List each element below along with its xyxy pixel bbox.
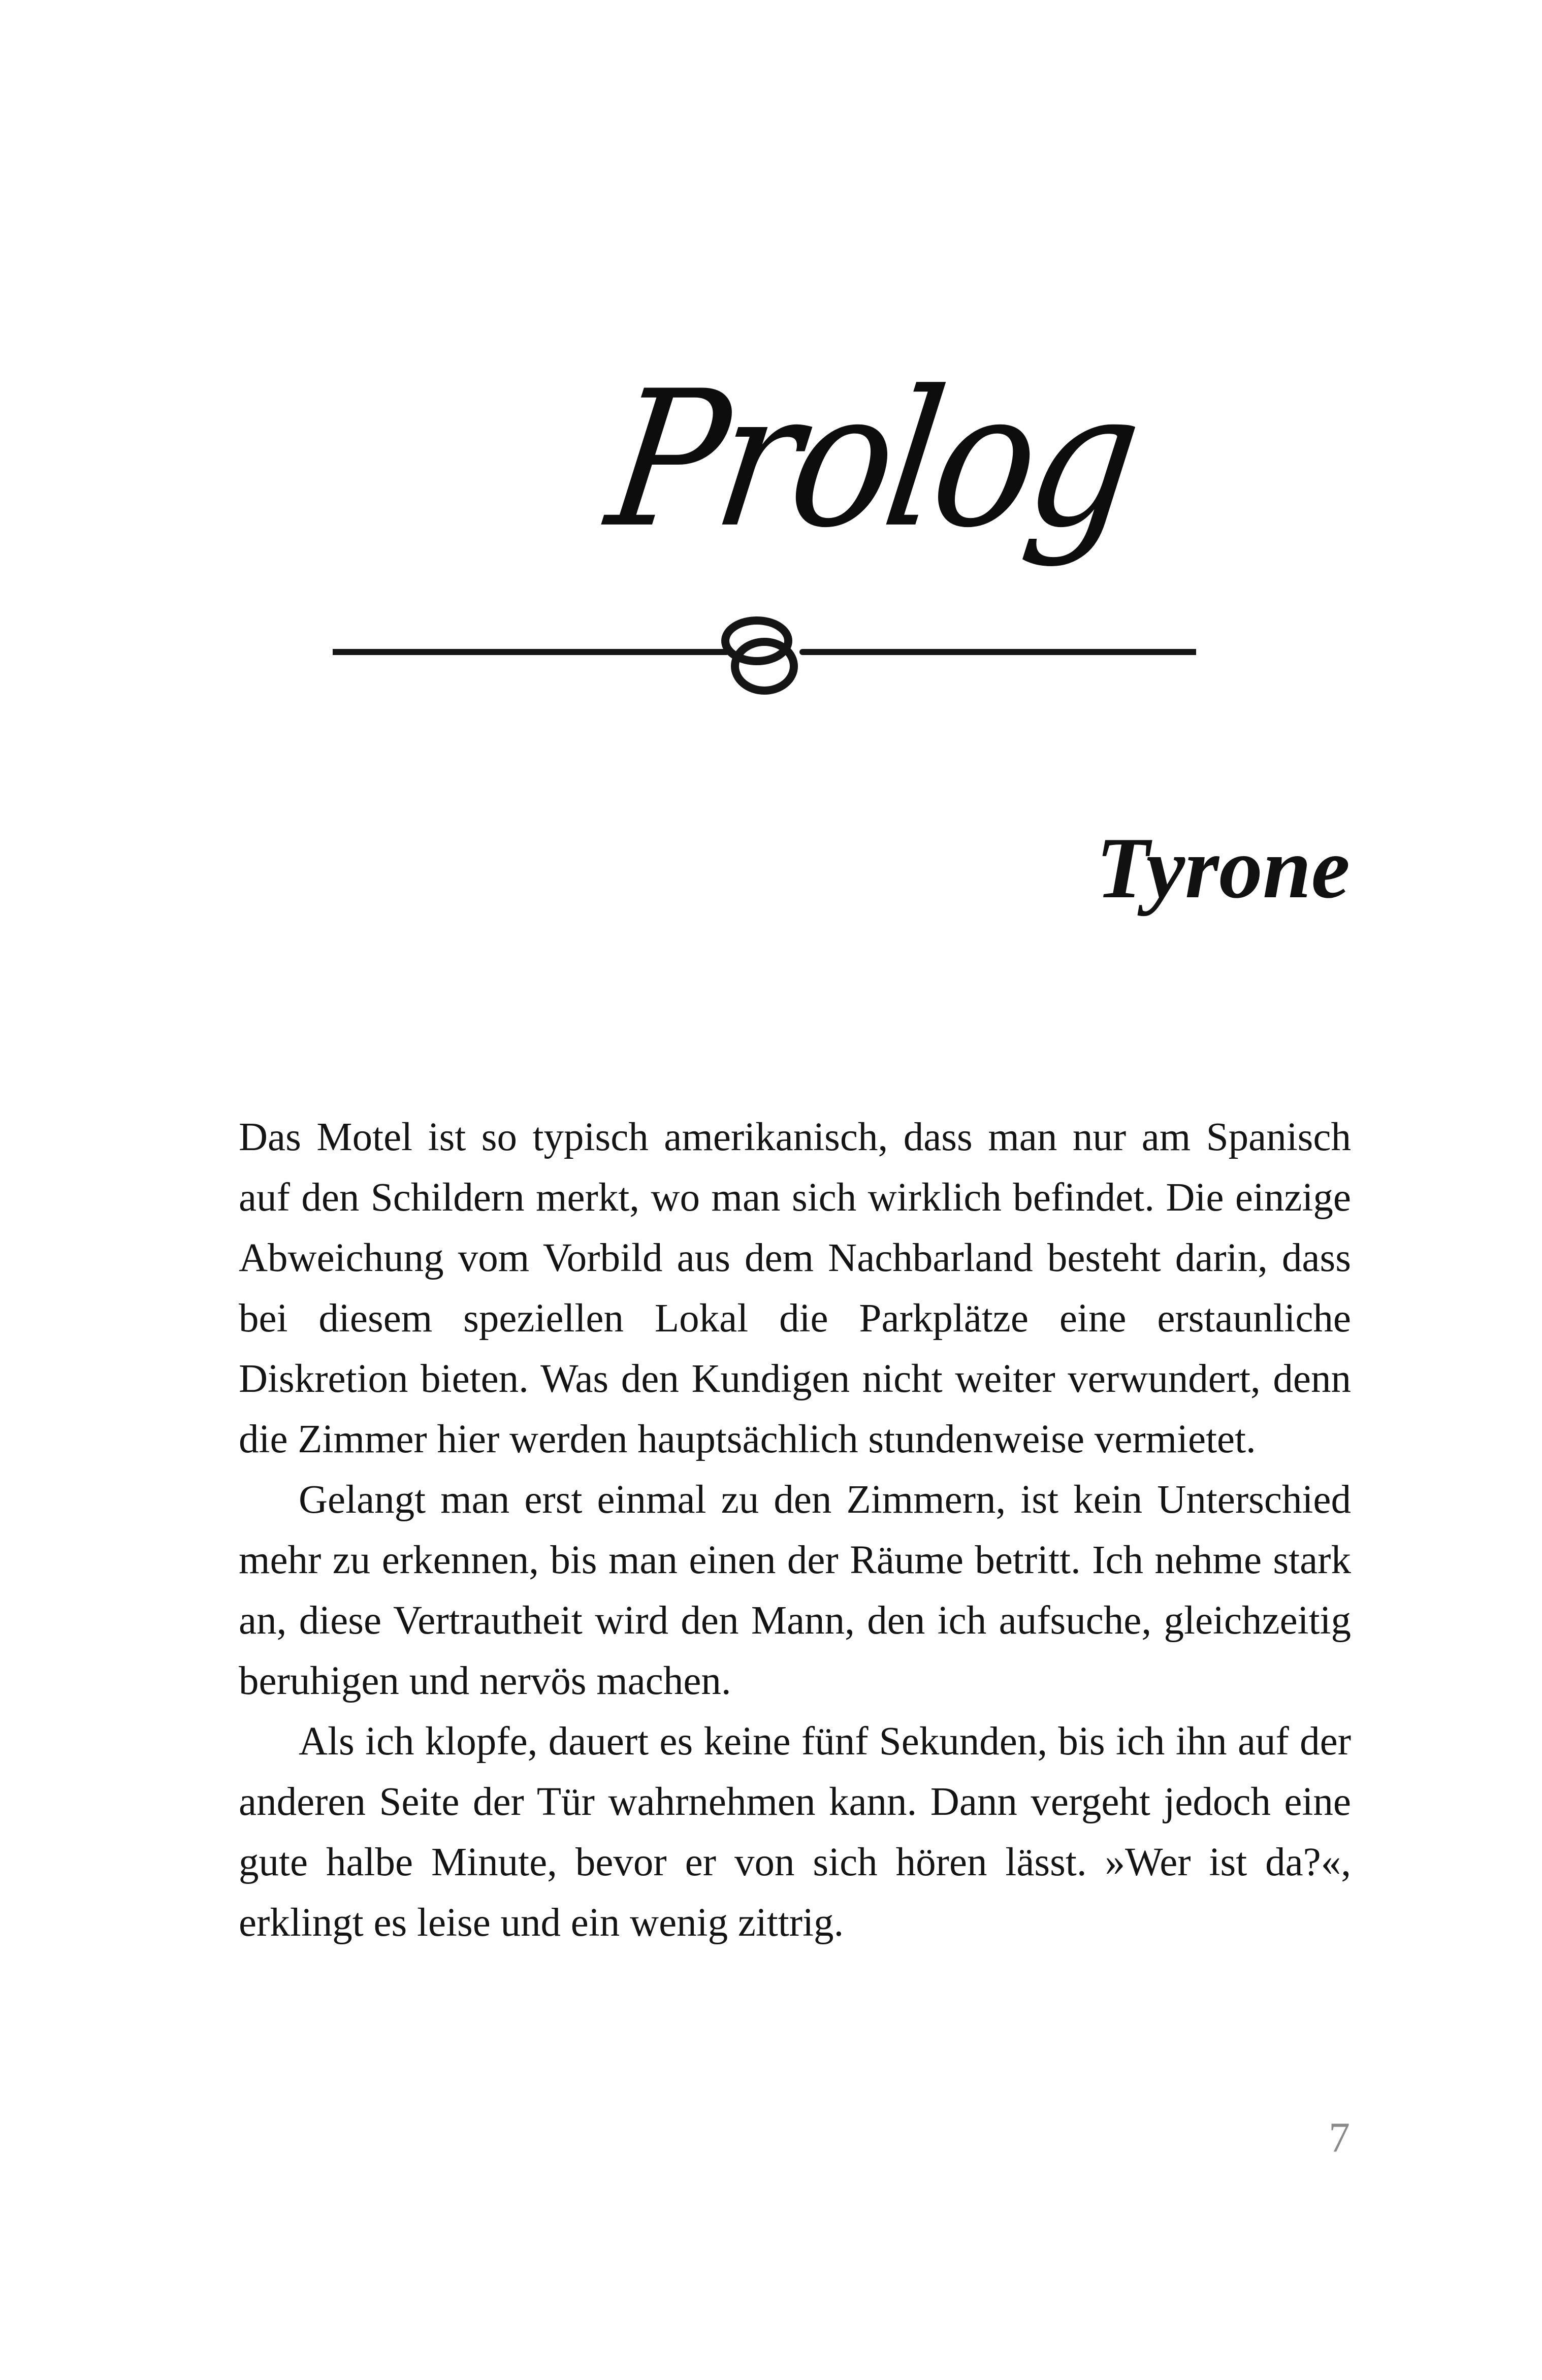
page-number: 7 [1329,2114,1350,2161]
paragraph: Gelangt man erst einmal zu den Zimmern, ist kein Unterschied mehr zu erkennen, bis man einen der Räume betritt. Ich nehme stark an, diese Vertrautheit wird den Mann, den ich aufsuche, gleichzeitig beruhigen und nervös machen. [239,1478,1351,1703]
pov-character-name: Tyrone [1096,820,1350,917]
paragraph: Das Motel ist so typisch amerikanisch, dass man nur am Spanisch auf den Schildern merkt, wo man sich wirklich befindet. Die einzige Abweichung vom Vorbild aus dem Nachbarland besteht darin, dass bei diesem speziellen Lokal die Parkplätze eine erstaunliche Diskretion bieten. Was den Kundigen nicht weiter verwundert, denn die Zimmer hier werden hauptsächlich stundenweise vermietet. [239,1115,1351,1461]
paragraph: Als ich klopfe, dauert es keine fünf Sekunden, bis ich ihn auf der anderen Seite der Tür wahrnehmen kann. Dann vergeht jedoch eine gute halbe Minute, bevor er von sich hören lässt. »Wer ist da?«, erklingt es leise und ein wenig zittrig. [239,1719,1351,1945]
ornament-divider-icon [333,609,1196,701]
chapter-title: Prolog [597,350,1147,569]
chapter-body [239,1107,1351,1953]
